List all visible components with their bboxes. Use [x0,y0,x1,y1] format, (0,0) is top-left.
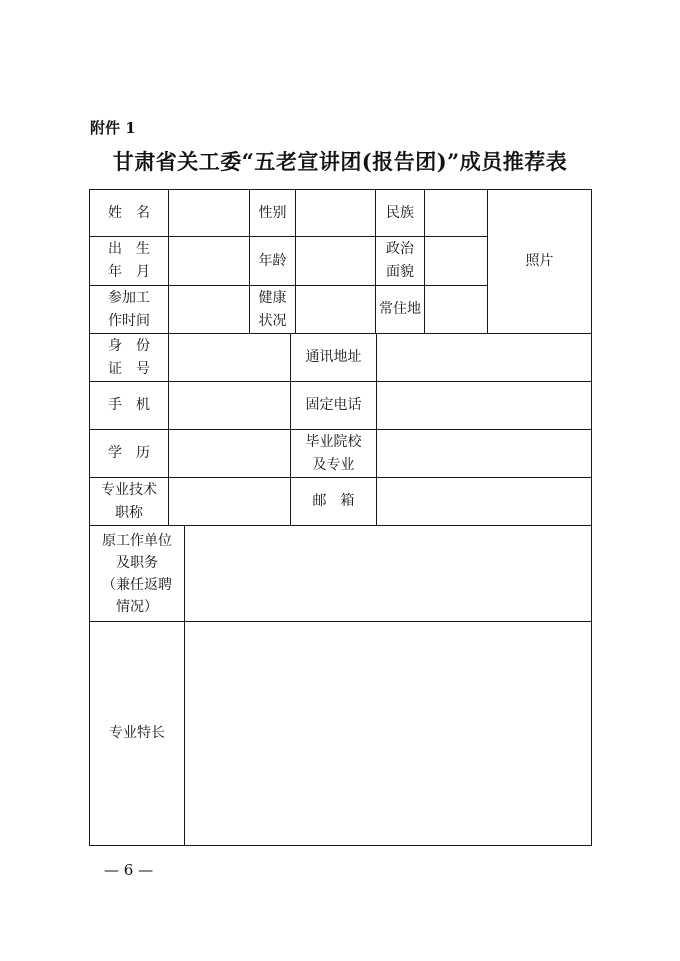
label-health: 健康 状况 [258,289,287,329]
label-id-number: 身 份 证 号 [108,337,150,377]
label-school-major: 毕业院校 及专业 [305,433,362,473]
label-residence: 常住地 [379,301,421,317]
label-ethnicity: 民族 [386,204,414,221]
page-title: 甘肃省关工委“五老宣讲团(报告团)”成员推荐表 [112,149,568,174]
photo-box: 照片 [525,253,554,269]
col-line [184,525,185,846]
col-line [168,189,169,526]
col-line [376,333,377,526]
label-address: 通讯地址 [305,349,362,365]
table-border-right [591,189,592,846]
label-gender: 性别 [258,204,287,221]
label-political-status: 政治 面貌 [386,241,414,280]
attachment-label: 附件 1 [90,119,136,137]
table-border-bottom [89,845,592,846]
label-age: 年龄 [258,252,287,269]
label-specialty: 专业特长 [109,725,165,741]
label-work-start: 参加工 作时间 [108,289,150,329]
label-birth-date: 出 生 年 月 [108,241,150,280]
label-mobile: 手 机 [108,397,150,413]
label-professional-title: 专业技术 职称 [101,481,157,521]
label-name: 姓 名 [108,204,150,221]
label-landline: 固定电话 [305,397,362,413]
label-education: 学 历 [108,445,150,461]
label-original-employer: 原工作单位 及职务 （兼任返聘 情况） [102,532,172,615]
page-number: — 6 — [104,861,154,879]
label-email: 邮 箱 [312,493,355,509]
col-line [424,189,425,334]
col-line [295,189,296,334]
